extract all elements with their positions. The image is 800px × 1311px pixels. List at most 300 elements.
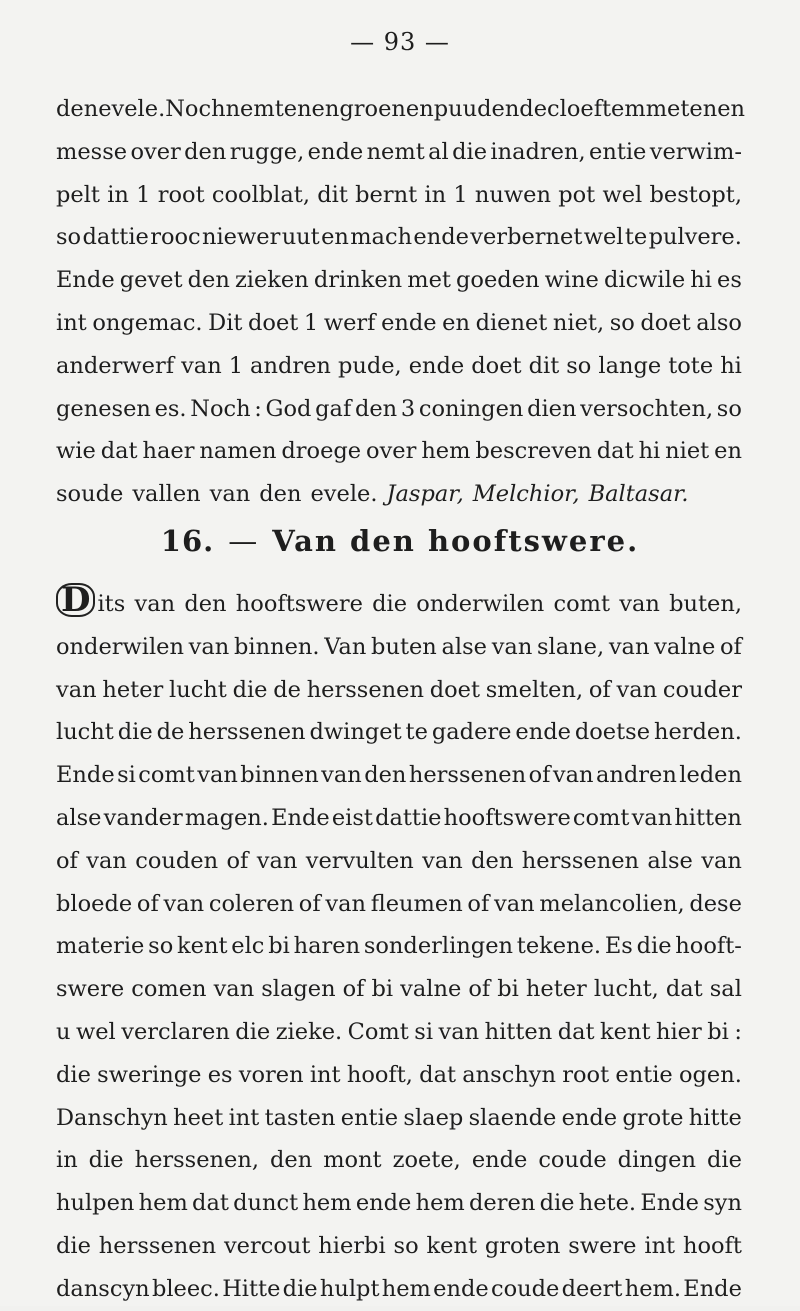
word: van (86, 847, 127, 874)
word: van (491, 633, 533, 660)
word: slagen (261, 976, 336, 1003)
word: van (608, 633, 650, 660)
word: Ende (640, 1190, 699, 1217)
word: van (188, 633, 230, 660)
word: hem (138, 1190, 188, 1217)
word: te (624, 224, 648, 251)
word: die (452, 138, 488, 165)
word: Danschyn (56, 1104, 168, 1131)
word: wie (56, 438, 96, 465)
word: bleec. (151, 1275, 220, 1302)
word: al (428, 138, 449, 165)
word: Noch (190, 395, 251, 422)
word: binnen (240, 762, 319, 789)
text-line (56, 345, 742, 388)
word: zoete, (392, 1147, 461, 1174)
word: couder (662, 676, 742, 703)
word: of (342, 976, 365, 1003)
word: int (644, 1232, 676, 1259)
word: haer (142, 438, 195, 465)
word: groenen (339, 96, 434, 122)
word: lucht (169, 676, 227, 703)
word: : (254, 395, 262, 422)
word: genesen (56, 395, 151, 422)
word: den (184, 591, 227, 617)
word: drinken (313, 267, 403, 294)
section-dash: — (228, 524, 259, 558)
word: ende (561, 1104, 618, 1131)
word: kent (177, 933, 228, 960)
word: alse (56, 804, 102, 831)
word: gadere (431, 719, 512, 746)
word: groten (484, 1232, 561, 1259)
word: of (136, 890, 159, 917)
word: dat (557, 1018, 595, 1045)
word: den (187, 267, 230, 294)
word: int (56, 309, 87, 336)
word: materie (56, 933, 145, 960)
word: en (321, 224, 349, 251)
word: bi (497, 976, 519, 1003)
word: of (588, 676, 611, 703)
word: rooc (150, 224, 201, 251)
word: van (209, 481, 251, 508)
word: deren (469, 1190, 536, 1217)
word: ende (515, 719, 571, 746)
word: den (354, 395, 398, 422)
word: buten, (669, 591, 742, 617)
word: van (213, 976, 255, 1003)
word: zieken (234, 267, 309, 294)
word: leden (679, 762, 742, 789)
word: doet (429, 676, 481, 703)
word: hooft- (675, 933, 742, 960)
word: voren (238, 1061, 304, 1088)
word: swere (568, 1232, 637, 1259)
word: herssenen (306, 676, 424, 703)
text-line (56, 88, 746, 131)
word: dit (528, 352, 560, 379)
word: mont (323, 1147, 382, 1174)
word: ende (413, 224, 469, 251)
text-line (56, 1097, 742, 1140)
word: deert (561, 1275, 623, 1302)
word: eist (331, 804, 373, 831)
word: die (88, 1147, 124, 1174)
word: van (321, 762, 362, 789)
word: hulpt (319, 1275, 380, 1302)
text-line (56, 1139, 742, 1182)
word: in (424, 181, 447, 208)
word: tasten (264, 1104, 336, 1131)
word: es (717, 267, 742, 294)
word: uut (281, 224, 320, 251)
word: heter (525, 976, 587, 1003)
word: wine (544, 267, 599, 294)
word: cloeftem (547, 96, 646, 122)
text-line (56, 968, 742, 1011)
word: 3 (400, 395, 416, 422)
text-line (56, 669, 742, 712)
text-line (56, 1268, 742, 1311)
word: herssenen (98, 1232, 217, 1259)
page-number: — 93 — (350, 28, 450, 56)
word: valne (400, 976, 462, 1003)
word: van (181, 352, 222, 379)
word: niet (665, 438, 710, 465)
word: of (56, 847, 78, 874)
word: die (232, 676, 268, 703)
text-line (56, 302, 742, 345)
word: verclaren (121, 1018, 230, 1045)
word: herssenen, (134, 1147, 259, 1174)
word: root (157, 181, 205, 208)
word: vallen (132, 481, 201, 508)
word: slane, (537, 633, 605, 660)
word: Ende (56, 762, 115, 789)
word: hulpen (56, 1190, 135, 1217)
word: si (414, 1018, 434, 1045)
word: God (265, 395, 312, 422)
word: met (407, 267, 451, 294)
word: in (56, 1147, 78, 1174)
word: over (130, 138, 181, 165)
word: dat (192, 1190, 229, 1217)
word: dien (527, 395, 577, 422)
word: lucht (56, 719, 114, 746)
word: doet (248, 309, 299, 336)
word: entie (340, 1104, 399, 1131)
word: dat (419, 1061, 457, 1088)
text-line (56, 1182, 742, 1225)
word: lange (598, 352, 662, 379)
word: herssenen (521, 847, 640, 874)
word: es (207, 1061, 233, 1088)
paragraph-2 (56, 580, 742, 1311)
word: den (364, 762, 407, 789)
word: ongemac. (92, 309, 203, 336)
word: comt (553, 591, 611, 617)
word: Noch (165, 96, 226, 122)
word: hi (690, 267, 712, 294)
word: wel (602, 181, 643, 208)
word: sweringe (97, 1061, 202, 1088)
word: comt (138, 762, 195, 789)
word: verwim- (649, 138, 742, 165)
text-line (56, 1054, 742, 1097)
word: melancolien, (539, 890, 685, 917)
section-number: 16. (160, 524, 215, 558)
word: coude (538, 1147, 607, 1174)
word: nemt (366, 138, 425, 165)
word: puud (433, 96, 492, 122)
word: comen (131, 976, 207, 1003)
word: ende (491, 96, 548, 122)
text-line (56, 1225, 742, 1268)
word: coningen (418, 395, 524, 422)
word: hi (720, 352, 742, 379)
word: van (256, 847, 298, 874)
word: nemt (225, 96, 284, 122)
word: goeden (456, 267, 540, 294)
word: Hitte (222, 1275, 281, 1302)
word: niet, (552, 309, 605, 336)
word: bi (707, 1018, 729, 1045)
word: en (442, 309, 470, 336)
word: slaep (403, 1104, 464, 1131)
word: hem (302, 1190, 352, 1217)
word: int (309, 1061, 341, 1088)
word: dese (689, 890, 742, 917)
word: die (56, 1061, 91, 1088)
word: die (56, 1232, 91, 1259)
word: binnen. (234, 633, 320, 660)
word: de (156, 719, 185, 746)
text-line-last (56, 473, 742, 516)
word: pelt (56, 181, 100, 208)
word: vander (103, 804, 183, 831)
word: de (273, 676, 301, 703)
word: pot (558, 181, 596, 208)
section-heading (0, 524, 800, 558)
word: entie (589, 138, 647, 165)
text-line (56, 1011, 742, 1054)
word: vercout (223, 1232, 311, 1259)
name-italic: Melchior, (472, 481, 580, 508)
word: u (56, 1018, 71, 1045)
word: so (56, 224, 82, 251)
text-line (56, 840, 742, 883)
word: bi (268, 933, 290, 960)
word: bescreven (475, 438, 592, 465)
word: den (184, 138, 227, 165)
word: si (117, 762, 136, 789)
word: onderwilen (416, 591, 545, 617)
word: 1 (228, 352, 244, 379)
word: Dit (208, 309, 243, 336)
word: swere (56, 976, 125, 1003)
word: coolblat, (211, 181, 310, 208)
word: hooft, (346, 1061, 413, 1088)
word: wel (583, 224, 624, 251)
word: entie (615, 1061, 673, 1088)
word: den (56, 96, 99, 122)
word: Ende (271, 804, 330, 831)
word: comt (572, 804, 630, 831)
text-line-first (56, 580, 742, 626)
word: over (366, 438, 417, 465)
word: of (528, 762, 551, 789)
word: heter (102, 676, 164, 703)
text-line (56, 174, 742, 217)
word: evele. (98, 96, 166, 122)
word: die (235, 1018, 271, 1045)
word: of (468, 976, 491, 1003)
word: dit (317, 181, 348, 208)
word: droege (281, 438, 362, 465)
word: den (259, 481, 302, 508)
text-line (56, 797, 742, 840)
word: vervulten (305, 847, 414, 874)
word: inadren, (490, 138, 586, 165)
text-line (56, 131, 742, 174)
word: syn (703, 1190, 742, 1217)
word: herden. (653, 719, 742, 746)
word: coleren (208, 890, 295, 917)
word: anderwerf (56, 352, 175, 379)
word: doet (640, 309, 691, 336)
word: bestopt, (649, 181, 742, 208)
word: mach (350, 224, 413, 251)
word: zieke. (275, 1018, 343, 1045)
word: dat (100, 438, 138, 465)
word: gaf (315, 395, 352, 422)
word: dunct (233, 1190, 299, 1217)
word: hem (381, 1275, 431, 1302)
word: sonderlingen (363, 933, 513, 960)
word: Es (604, 933, 633, 960)
word: hem (421, 438, 471, 465)
word: hete. (578, 1190, 637, 1217)
word: bernt (355, 181, 418, 208)
word: messe (56, 138, 128, 165)
name-italic: Baltasar. (588, 481, 689, 508)
word: kent (426, 1232, 477, 1259)
word: van (56, 676, 97, 703)
word: buten (371, 633, 437, 660)
word: andren (250, 352, 331, 379)
word: sal (709, 976, 742, 1003)
word: dingen (617, 1147, 696, 1174)
word: dicwile (603, 267, 686, 294)
word: gevet (119, 267, 183, 294)
word: van (197, 762, 238, 789)
word: onderwilen (56, 633, 184, 660)
word: grote (622, 1104, 684, 1131)
word: valne (654, 633, 716, 660)
word: soude (56, 481, 124, 508)
word: pude, (337, 352, 402, 379)
word: namen (199, 438, 277, 465)
word: bloede (56, 890, 133, 917)
word: verbernet (470, 224, 583, 251)
word: die (706, 1147, 742, 1174)
word: doet (471, 352, 522, 379)
word: magen. (184, 804, 269, 831)
word: kent (600, 1018, 651, 1045)
word: bi (371, 976, 394, 1003)
word: Comt (347, 1018, 409, 1045)
word: alse (441, 633, 487, 660)
word: herssenen (188, 719, 306, 746)
word: danscyn (56, 1275, 150, 1302)
decorated-initial: D (56, 583, 95, 617)
word: heet (173, 1104, 224, 1131)
section-title: Van den hooftswere. (272, 524, 640, 558)
word: ende (408, 352, 465, 379)
word: dat (665, 976, 703, 1003)
word: van (422, 847, 463, 874)
word: anschyn (462, 1061, 557, 1088)
word: couden (135, 847, 219, 874)
word: so (148, 933, 174, 960)
word: die (117, 719, 153, 746)
word: te (405, 719, 428, 746)
word: dat (596, 438, 634, 465)
word: en (714, 438, 742, 465)
text-line (56, 925, 742, 968)
word: of (467, 890, 490, 917)
word: niewer (202, 224, 281, 251)
word: of (298, 890, 321, 917)
text-line (56, 388, 742, 431)
word: van (631, 804, 673, 831)
word: ende (355, 1190, 412, 1217)
word: evele. (310, 481, 378, 508)
word: also (696, 309, 742, 336)
word: hem (415, 1190, 465, 1217)
paragraph-1 (56, 88, 746, 516)
word: ende (381, 309, 437, 336)
name-italic: Jaspar, (386, 481, 464, 508)
word: its (97, 591, 126, 617)
word: hitten (674, 804, 742, 831)
text-line (56, 216, 742, 259)
word: smelten, (485, 676, 584, 703)
word: die (539, 1190, 575, 1217)
word: hi (638, 438, 661, 465)
text-line (56, 883, 742, 926)
word: ende (307, 138, 364, 165)
word: ende (471, 1147, 528, 1174)
word: hem. (624, 1275, 681, 1302)
word: int (228, 1104, 260, 1131)
word: nuwen (474, 181, 551, 208)
word: van (552, 762, 594, 789)
word: : (734, 1018, 742, 1045)
word: dattie (375, 804, 442, 831)
word: van (494, 890, 535, 917)
word: hierbi (318, 1232, 386, 1259)
word: dattie (82, 224, 149, 251)
word: van (438, 1018, 480, 1045)
word: van (619, 591, 660, 617)
word: root (562, 1061, 610, 1088)
word: van (163, 890, 205, 917)
word: of (720, 633, 742, 660)
word: tekene. (516, 933, 602, 960)
word: herssenen (408, 762, 527, 789)
word: coude (490, 1275, 560, 1302)
word: werf (323, 309, 376, 336)
word: versochten, (580, 395, 714, 422)
word: andren (595, 762, 677, 789)
text-line (56, 711, 742, 754)
word: hooft (682, 1232, 742, 1259)
word: so (566, 352, 592, 379)
word: die (372, 591, 408, 617)
word: van (616, 676, 658, 703)
word: hooftswere (443, 804, 571, 831)
first-word (56, 580, 126, 626)
word: rugge, (229, 138, 305, 165)
text-line (56, 626, 742, 669)
word: die (282, 1275, 318, 1302)
word: 1 (453, 181, 468, 208)
word: hitte (688, 1104, 742, 1131)
word: Ende (56, 267, 115, 294)
word: 1 (136, 181, 151, 208)
